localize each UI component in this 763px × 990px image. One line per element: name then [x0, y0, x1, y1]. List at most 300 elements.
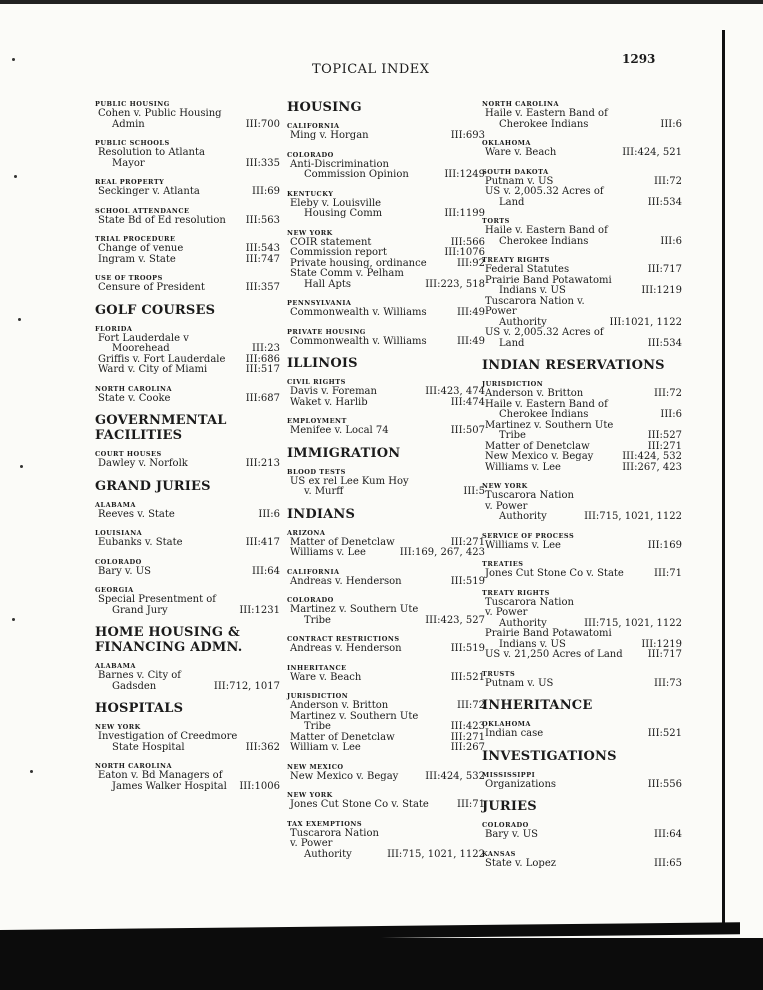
entry-title: Putnam v. US: [485, 175, 554, 187]
entry-title: Prairie Band Potawatomi: [485, 274, 612, 286]
group-label: COLORADO: [287, 150, 334, 159]
index-entry: [95, 148, 280, 169]
section-heading: GRAND JURIES: [95, 478, 211, 494]
entry-reference: III:271: [647, 440, 682, 452]
entry-reference: III:534: [647, 196, 682, 208]
entry-title-continued: Authority: [499, 617, 547, 629]
section-heading: GOLF COURSES: [95, 302, 216, 318]
entry-title: Organizations: [485, 778, 557, 790]
index-entry: [482, 400, 682, 421]
index-group: [95, 501, 280, 521]
entry-name: [287, 548, 366, 559]
entry-title: Commonwealth v. Williams: [290, 335, 427, 347]
entry-name: [287, 673, 361, 684]
section-heading: JURIES: [482, 799, 537, 814]
index-entry: [287, 548, 485, 559]
group-label: CONTRACT RESTRICTIONS: [287, 635, 400, 643]
entry-reference: III:169, 267, 423: [399, 547, 485, 558]
entry-reference: III:72: [654, 388, 682, 399]
entry-reference: III:715, 1021, 1122: [387, 848, 485, 860]
entry-reference: III:417: [245, 537, 280, 548]
entry-title: Tuscarora Nation v. Power: [290, 827, 379, 849]
index-entry: [95, 187, 280, 198]
entry-title: Bary v. US: [485, 829, 539, 840]
index-group: [482, 380, 682, 473]
entry-title: State Comm v. Pelham: [290, 268, 404, 279]
entry-title: Williams v. Lee: [485, 461, 561, 473]
entry-title-continued: Tribe: [304, 614, 331, 626]
index-group: [287, 529, 485, 559]
group-label: MISSISSIPPI: [482, 770, 536, 779]
entry-title-continued: Grand Jury: [112, 604, 168, 616]
entry-reference: III:563: [245, 214, 280, 226]
index-group: [287, 190, 485, 220]
index-group: [482, 720, 682, 740]
entry-reference: III:267, 423: [622, 461, 682, 473]
entry-reference: III:712, 1017: [213, 680, 280, 692]
index-entry: [95, 567, 280, 578]
entry-name: [482, 276, 612, 297]
index-entry: [95, 671, 280, 692]
index-group: [95, 662, 280, 692]
entry-title: New Mexico v. Begay: [290, 770, 399, 782]
index-section: [482, 799, 682, 869]
index-group: [95, 762, 280, 792]
entry-reference: III:267: [450, 742, 485, 753]
index-entry: [95, 283, 280, 294]
entry-title-continued: Authority: [499, 511, 547, 522]
entry-title: Ward v. City of Miami: [98, 364, 208, 375]
section-heading: INDIANS: [287, 506, 356, 522]
section-heading: INHERITANCE: [482, 698, 593, 713]
index-group: [287, 820, 485, 861]
group-label: PRIVATE HOUSING: [287, 327, 366, 336]
entry-name: [287, 644, 402, 655]
entry-title: Dawley v. Norfolk: [98, 458, 188, 469]
entry-title: US ex rel Lee Kum Hoy: [290, 475, 409, 487]
section-heading: ILLINOIS: [287, 356, 358, 371]
group-label: SCHOOL ATTENDANCE: [95, 206, 190, 215]
index-entry: [287, 673, 485, 684]
entry-name: [482, 830, 538, 841]
entry-title: Bary v. US: [98, 565, 152, 577]
entry-reference: III:424, 521: [622, 147, 682, 158]
entry-title: Ingram v. State: [98, 253, 176, 265]
index-entry: [287, 743, 485, 754]
entry-title: Eleby v. Louisville: [290, 197, 382, 209]
group-label: REAL PROPERTY: [95, 178, 165, 186]
entry-title: Haile v. Eastern Band of: [485, 398, 608, 410]
index-entry: [482, 276, 682, 297]
entry-name: [95, 595, 216, 616]
entry-title: Matter of Denetclaw: [485, 440, 590, 452]
entry-title: Menifee v. Local 74: [290, 425, 389, 436]
index-entry: [95, 216, 280, 227]
entry-name: [95, 671, 181, 692]
entry-reference: III:686: [245, 353, 280, 365]
index-entry: [287, 131, 485, 142]
entry-name: [482, 729, 543, 740]
entry-reference: III:92: [457, 257, 485, 269]
entry-name: [287, 398, 368, 409]
index-group: [482, 560, 682, 580]
entry-title: Andreas v. Henderson: [290, 643, 402, 654]
group-label: SERVICE OF PROCESS: [482, 531, 575, 540]
entry-title: Anti-Discrimination: [290, 158, 389, 170]
entry-name: [95, 732, 237, 753]
entry-reference: III:213: [245, 458, 280, 469]
entry-reference: III:715, 1021, 1122: [584, 511, 682, 522]
entry-title: Martinez v. Southern Ute: [290, 604, 419, 615]
entry-title: Indian case: [485, 728, 544, 739]
group-label: ALABAMA: [95, 500, 136, 509]
index-group: [287, 763, 485, 783]
index-group: [95, 529, 280, 549]
index-group: [95, 450, 280, 470]
group-label: CALIFORNIA: [287, 122, 340, 130]
index-group: [482, 850, 682, 870]
entry-reference: III:715, 1021, 1122: [584, 617, 682, 629]
entry-title: Resolution to Atlanta: [98, 147, 205, 158]
entry-reference: III:424, 532: [425, 770, 485, 782]
index-section: [95, 100, 280, 294]
entry-reference: III:271: [450, 731, 485, 743]
group-label: JURISDICTION: [482, 380, 544, 388]
entry-reference: III:362: [245, 741, 280, 753]
index-group: [482, 821, 682, 841]
entry-reference: III:6: [660, 235, 682, 247]
group-label: TAX EXEMPTIONS: [287, 819, 363, 828]
index-entry: [95, 771, 280, 792]
group-label: COLORADO: [95, 557, 142, 566]
entry-reference: III:271: [450, 536, 485, 548]
scan-speck: [14, 175, 17, 178]
entry-title-continued: Housing Comm: [304, 208, 383, 219]
index-group: [95, 207, 280, 227]
entry-reference: III:65: [654, 857, 682, 869]
entry-reference: III:566: [450, 236, 485, 248]
index-entry: [95, 595, 280, 616]
entry-reference: III:519: [450, 643, 485, 654]
entry-reference: III:71: [654, 568, 682, 579]
index-entry: [482, 780, 682, 791]
index-entry: [95, 365, 280, 376]
entry-title: Private housing, ordinance: [290, 257, 427, 269]
entry-reference: III:1021, 1122: [609, 316, 682, 328]
entry-name: [482, 629, 612, 650]
group-label: LOUISIANA: [95, 529, 143, 537]
index-entry: [287, 712, 485, 733]
entry-title-continued: Land: [499, 196, 525, 208]
group-label: CIVIL RIGHTS: [287, 378, 346, 386]
page-number: 1293: [622, 52, 656, 66]
entry-name: [287, 131, 369, 142]
entry-name: [482, 148, 556, 159]
entry-title-continued: Moorehead: [112, 343, 170, 354]
index-group: [482, 482, 682, 523]
index-group: [95, 178, 280, 198]
entry-title: Jones Cut Stone Co v. State: [290, 799, 429, 810]
index-group: [95, 235, 280, 265]
entry-reference: III:71: [457, 799, 485, 810]
index-entry: [482, 830, 682, 841]
index-entry: [482, 679, 682, 690]
entry-name: [482, 598, 580, 630]
section-heading: GOVERNMENTAL FACILITIES: [95, 413, 227, 443]
entry-title: Ware v. Beach: [485, 147, 557, 158]
group-label: USE OF TROOPS: [95, 274, 163, 282]
section-heading: HOSPITALS: [95, 701, 184, 716]
entry-name: [95, 365, 207, 376]
entry-title: State v. Lopez: [485, 857, 557, 869]
entry-reference: III:69: [252, 186, 280, 197]
entry-name: [482, 400, 608, 421]
entry-title-continued: Indians v. US: [499, 285, 566, 296]
entry-title: Anderson v. Britton: [485, 388, 584, 399]
index-group: [95, 558, 280, 578]
entry-reference: III:223, 518: [425, 278, 485, 290]
section-heading: INDIAN RESERVATIONS: [482, 358, 665, 373]
entry-title: Davis v. Foreman: [290, 386, 377, 397]
index-group: [482, 670, 682, 690]
entry-title: Haile v. Eastern Band of: [485, 225, 608, 236]
index-group: [287, 151, 485, 181]
entry-title-continued: Cherokee Indians: [499, 118, 589, 130]
group-label: TORTS: [482, 217, 510, 225]
section-heading: INVESTIGATIONS: [482, 748, 617, 764]
index-group: [287, 468, 485, 498]
section-heading: HOUSING: [287, 100, 362, 115]
group-label: FLORIDA: [95, 324, 133, 333]
entry-reference: III:507: [450, 425, 485, 436]
group-label: INHERITANCE: [287, 663, 347, 672]
index-section: [287, 356, 485, 437]
index-entry: [95, 459, 280, 470]
entry-reference: III:1006: [239, 780, 280, 792]
entry-reference: III:700: [245, 118, 280, 130]
index-entry: [482, 421, 682, 442]
index-group: [482, 168, 682, 209]
entry-title-continued: Commission Opinion: [304, 169, 409, 180]
index-group: [287, 417, 485, 437]
scan-speck: [18, 318, 21, 321]
index-entry: [287, 398, 485, 409]
index-entry: [482, 109, 682, 130]
entry-title-continued: Admin: [112, 118, 145, 130]
entry-title: New Mexico v. Begay: [485, 451, 594, 462]
entry-name: [482, 541, 561, 552]
group-label: NEW YORK: [287, 791, 333, 799]
entry-title: State Bd of Ed resolution: [98, 214, 226, 226]
index-group: [95, 723, 280, 753]
group-label: NEW MEXICO: [287, 762, 344, 771]
entry-title: US v. 21,250 Acres of Land: [485, 649, 623, 660]
index-section: [287, 100, 485, 347]
group-label: EMPLOYMENT: [287, 417, 347, 425]
index-section: [287, 507, 485, 861]
entry-name: [287, 160, 409, 181]
index-entry: [95, 510, 280, 521]
group-label: TRIAL PROCEDURE: [95, 235, 176, 243]
entry-reference: III:521: [450, 671, 485, 683]
entry-reference: III:1231: [239, 604, 280, 616]
entry-reference: III:521: [647, 728, 682, 739]
entry-name: [287, 577, 402, 588]
index-entry: [95, 109, 280, 130]
entry-reference: III:717: [647, 264, 682, 275]
entry-reference: III:64: [654, 829, 682, 840]
entry-title: State v. Cooke: [98, 392, 171, 404]
index-group: [95, 325, 280, 376]
index-group: [287, 692, 485, 754]
entry-title-continued: v. Murff: [304, 486, 344, 497]
entry-reference: III:72: [654, 175, 682, 187]
entry-title-continued: Cherokee Indians: [499, 409, 589, 420]
entry-name: [95, 334, 189, 355]
entry-title: Williams v. Lee: [485, 539, 561, 551]
index-entry: [287, 426, 485, 437]
group-label: NEW YORK: [482, 482, 528, 490]
entry-name: [482, 569, 624, 580]
index-entry: [95, 394, 280, 405]
entry-name: [287, 712, 418, 733]
scan-bottom-band: [0, 938, 763, 990]
entry-reference: III:687: [245, 392, 280, 404]
binding-shadow: [722, 30, 725, 925]
entry-reference: III:693: [450, 130, 485, 141]
group-label: NEW YORK: [287, 228, 333, 237]
index-group: [287, 122, 485, 142]
group-label: OKLAHOMA: [482, 139, 531, 147]
scan-speck: [30, 770, 33, 773]
entry-reference: III:6: [660, 409, 682, 420]
entry-title: Federal Statutes: [485, 264, 570, 275]
entry-reference: III:335: [245, 157, 280, 169]
scan-speck: [12, 618, 15, 621]
index-entry: [482, 491, 682, 523]
entry-reference: III:1219: [641, 285, 682, 296]
entry-title: Putnam v. US: [485, 677, 554, 689]
entry-reference: III:1219: [641, 638, 682, 650]
running-head: TOPICAL INDEX: [312, 62, 430, 77]
entry-name: [95, 148, 205, 169]
scan-speck: [12, 58, 15, 61]
entry-reference: III:1249: [444, 169, 485, 180]
group-label: TREATY RIGHTS: [482, 256, 550, 264]
entry-title-continued: Tribe: [499, 430, 526, 441]
group-label: TREATIES: [482, 560, 524, 568]
entry-name: [287, 772, 398, 783]
index-group: [95, 139, 280, 169]
group-label: PENNSYLVANIA: [287, 299, 352, 307]
group-label: TRUSTS: [482, 669, 516, 678]
entry-title: COIR statement: [290, 236, 372, 248]
group-label: NEW YORK: [95, 723, 141, 731]
index-entry: [287, 160, 485, 181]
entry-reference: III:72: [457, 700, 485, 711]
index-entry: [95, 255, 280, 266]
group-label: COURT HOUSES: [95, 450, 162, 458]
group-label: GEORGIA: [95, 586, 134, 594]
entry-title: Martinez v. Southern Ute: [290, 710, 419, 722]
group-label: NORTH CAROLINA: [482, 100, 560, 108]
index-column-2: [287, 100, 485, 869]
index-entry: [482, 650, 682, 661]
entry-title-continued: Tribe: [304, 721, 331, 732]
index-entry: [482, 541, 682, 552]
entry-title: Special Presentment of: [98, 594, 217, 605]
entry-name: [287, 743, 361, 754]
index-entry: [482, 729, 682, 740]
entry-title: Waket v. Harlib: [290, 396, 368, 408]
entry-reference: III:423, 527: [425, 614, 485, 626]
entry-name: [95, 283, 205, 294]
entry-reference: III:424, 532: [622, 451, 682, 462]
entry-name: [95, 255, 176, 266]
entry-name: [95, 459, 188, 470]
entry-title: William v. Lee: [290, 742, 361, 753]
entry-title-continued: State Hospital: [112, 741, 185, 753]
entry-reference: III:534: [647, 337, 682, 349]
entry-name: [95, 187, 200, 198]
index-group: [482, 217, 682, 247]
index-entry: [287, 308, 485, 319]
index-group: [287, 791, 485, 811]
entry-reference: III:517: [245, 364, 280, 375]
entry-reference: III:23: [252, 343, 280, 354]
index-entry: [287, 644, 485, 655]
index-section: [287, 446, 485, 498]
entry-name: [482, 650, 623, 661]
index-entry: [482, 598, 682, 630]
entry-title-continued: Mayor: [112, 157, 145, 169]
entry-title: Reeves v. State: [98, 508, 175, 520]
index-entry: [287, 337, 485, 348]
index-group: [287, 635, 485, 655]
entry-title: Eubanks v. State: [98, 537, 183, 548]
entry-reference: III:357: [245, 282, 280, 293]
index-entry: [287, 269, 485, 290]
entry-title: Williams v. Lee: [290, 547, 366, 558]
index-entry: [482, 148, 682, 159]
entry-title: Ware v. Beach: [290, 671, 362, 683]
entry-title-continued: Gadsden: [112, 680, 157, 692]
entry-name: [287, 829, 383, 861]
entry-title: Ming v. Horgan: [290, 130, 369, 141]
index-entry: [482, 859, 682, 870]
entry-reference: III:556: [647, 778, 682, 790]
index-section: [95, 413, 280, 470]
index-group: [287, 328, 485, 348]
index-entry: [287, 800, 485, 811]
entry-title-continued: James Walker Hospital: [112, 780, 227, 792]
index-group: [287, 229, 485, 291]
index-entry: [482, 328, 682, 349]
index-group: [287, 568, 485, 588]
entry-name: [95, 216, 226, 227]
entry-title: Tuscarora Nation v. Power: [485, 490, 574, 512]
scan-speck: [20, 465, 23, 468]
index-entry: [287, 199, 485, 220]
index-group: [95, 385, 280, 405]
entry-name: [287, 605, 418, 626]
entry-title: Matter of Denetclaw: [290, 536, 395, 548]
entry-title: Seckinger v. Atlanta: [98, 186, 200, 197]
index-column-3: [482, 100, 682, 878]
entry-title-continued: Authority: [499, 316, 547, 328]
index-entry: [287, 829, 485, 861]
index-section: [482, 698, 682, 740]
